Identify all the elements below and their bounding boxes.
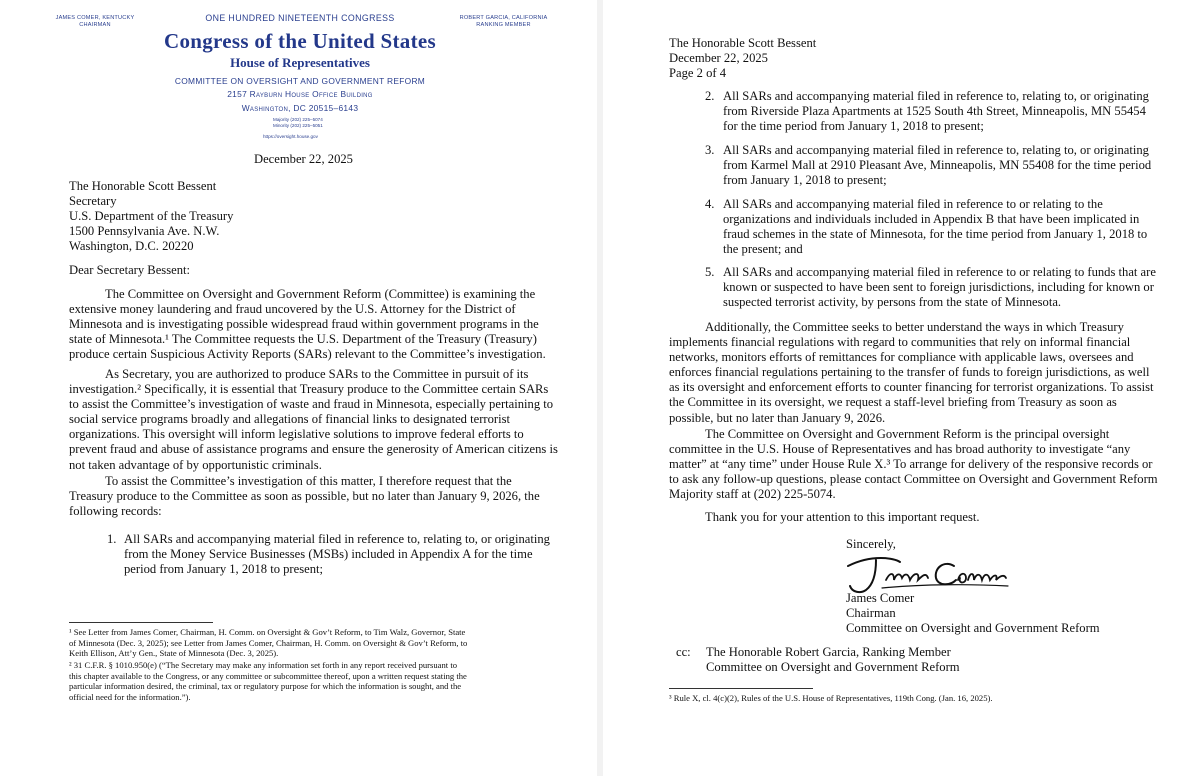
thanks-line: Thank you for your attention to this important request. (705, 510, 980, 524)
minority-phone: Minority (202) 225–5051 (273, 122, 323, 128)
paragraph-briefing (669, 320, 1189, 426)
paragraph-line: implements financial regulations with regard to communities that rely on informal financial (669, 335, 1131, 350)
letterhead-title: Congress of the United States (164, 29, 436, 53)
paragraph-jurisdiction (669, 427, 1189, 502)
paragraph-line: not taken advantage of by opportunistic criminals. (69, 457, 322, 472)
letterhead-website: https://oversight.house.gov (263, 134, 318, 139)
paragraph-line: As Secretary, you are authorized to produce SARs to the Committee in pursuit of its (105, 367, 529, 381)
list-item-line: All SARs and accompanying material filed in reference to, relating to, or originating (723, 89, 1149, 103)
list-item-line: suspected terrorist activity, by persons from the state of Minnesota. (723, 295, 1062, 310)
header-line: December 22, 2025 (669, 51, 768, 66)
paragraph-line: as its oversight and enforcement efforts to counter financing for terrorist organizations. To assist (669, 380, 1154, 395)
letterhead-phones (273, 117, 363, 128)
letter-date: December 22, 2025 (254, 152, 353, 166)
list-item (723, 143, 1183, 188)
list-item-line: fraud schemes in the state of Minnesota, for the time period from January 1, 2018 to (723, 227, 1148, 242)
recipient-line: Washington, D.C. 20220 (69, 239, 194, 254)
paragraph-line: enforces financial regulations pertaining to the transfer of funds to foreign jurisdictions, as well (669, 365, 1150, 380)
paragraph-line: To assist the Committee’s investigation of this matter, I therefore request that the (105, 474, 512, 488)
list-item (723, 197, 1183, 257)
paragraph-intro (69, 287, 569, 362)
paragraph-line: prevent fraud and abuse of assistance programs and ensure the generosity of American citizens is (69, 442, 558, 457)
footnote-1 (69, 627, 579, 659)
paragraph-line: the Committee in its oversight, we request a staff-level briefing from Treasury as soon as (669, 395, 1117, 410)
list-item-number: 2. (705, 89, 715, 103)
footnote-line: Keith Ellison, Att’y Gen., State of Minnesota (Dec. 3, 2025). (69, 648, 279, 659)
list-item-line: from the Money Service Businesses (MSBs) included in Appendix A for the time (124, 547, 533, 562)
letter-page-2 (606, 0, 1200, 776)
list-item-line: from January 1, 2018 to present; (723, 173, 887, 188)
list-item-line: period from January 1, 2018 to present; (124, 562, 324, 577)
paragraph-authority (69, 367, 569, 473)
paragraph-line: following records: (69, 504, 162, 519)
list-item (723, 265, 1183, 310)
list-item-line: organizations and individuals included in Appendix B that have been implicated in (723, 212, 1140, 227)
footnote-2 (69, 660, 579, 702)
footnote-3: ³ Rule X, cl. 4(c)(2), Rules of the U.S. House of Representatives, 119th Cong. (Jan. 16, 2025). (669, 693, 993, 703)
paragraph-line: The Committee on Oversight and Government Reform (Committee) is examining the (105, 287, 536, 301)
chairman-name: JAMES COMER, KENTUCKY (55, 15, 135, 21)
list-item-line: All SARs and accompanying material filed in reference to or relating to funds that are (723, 265, 1156, 279)
footnote-line: particular information desired, the criminal, tax or regulatory purpose for which the information is sought, and the (69, 681, 462, 692)
closing: Sincerely, (846, 537, 896, 551)
footnote-line: ² 31 C.F.R. § 1010.950(e) (“The Secretary may make any information set forth in any report received pursuant to (69, 660, 458, 670)
footnote-line: of Minnesota (Dec. 3, 2025); see Letter from James Comer, Chairman, H. Comm. on Oversight & Gov’t Reform, to (69, 637, 468, 648)
page-header (669, 36, 919, 81)
list-item-line: for the time period from January 1, 2018 to present; (723, 119, 984, 134)
ranking-member-name: ROBERT GARCIA, CALIFORNIA (459, 15, 548, 21)
cc-line: Committee on Oversight and Government Reform (706, 660, 960, 675)
paragraph-line: social service programs broadly and allegations of financial links to designated terrorist (69, 412, 510, 427)
footnote-rule (69, 622, 213, 623)
cc-label: cc: (676, 645, 691, 659)
list-item-number: 3. (705, 143, 715, 157)
congress-number: ONE HUNDRED NINETEENTH CONGRESS (205, 13, 395, 23)
signer-line: Chairman (846, 606, 896, 621)
paragraph-line: The Committee on Oversight and Government Reform is the principal oversight (705, 427, 1110, 441)
list-item-line: All SARs and accompanying material filed in reference to, relating to, or originating (723, 143, 1149, 157)
letterhead-address-line2: Washington, DC 20515–6143 (241, 103, 359, 113)
signer-line: James Comer (846, 591, 915, 605)
paragraph-line: to assist the Committee’s investigation of waste and fraud in Minnesota, especially pertaining to (69, 397, 554, 412)
recipient-line: The Honorable Scott Bessent (69, 179, 217, 193)
signer-block (846, 591, 1146, 636)
footnote-line: ¹ See Letter from James Comer, Chairman, H. Comm. on Oversight & Gov’t Reform, to Tim Walz, Governor, State (69, 627, 466, 637)
recipient-line: U.S. Department of the Treasury (69, 209, 234, 224)
footnote-line: this chapter available to the Congress, or any committee or subcommittee thereof, upon a written request stating the (69, 670, 467, 681)
footnote-line: official need for the information.”). (69, 691, 191, 702)
paragraph-line: organizations. This oversight will inform legislative solutions to improve federal efforts to (69, 427, 524, 442)
letterhead-chairman (40, 15, 150, 29)
list-item-line: from Karmel Mall at 2910 Pleasant Ave, Minneapolis, MN 55408 for the time period (723, 158, 1152, 173)
list-item-line: from Riverside Plaza Apartments at 1525 South 4th Street, Minneapolis, MN 55454 (723, 104, 1146, 119)
paragraph-line: Treasury produce to the Committee as soon as possible, but no later than January 9, 2026, the (69, 489, 540, 504)
list-item-line: the present; and (723, 242, 803, 257)
ranking-member-role: RANKING MEMBER (476, 22, 531, 28)
list-item-line: All SARs and accompanying material filed in reference to, relating to, or originating (124, 532, 550, 546)
letter-page-1 (0, 0, 594, 776)
paragraph-line: extensive money laundering and fraud uncovered by the U.S. Attorney for the District of (69, 302, 516, 317)
paragraph-line: to ask any follow-up questions, please contact Committee on Oversight and Government Reform (669, 472, 1158, 487)
paragraph-line: committee in the U.S. House of Representatives and has broad authority to investigate “any (669, 442, 1131, 457)
recipient-address (69, 179, 369, 254)
list-item-number: 5. (705, 265, 715, 279)
header-line: The Honorable Scott Bessent (669, 36, 817, 50)
list-item-line: All SARs and accompanying material filed in reference to or relating to the (723, 197, 1103, 211)
list-item-line: known or suspected to have been sent to foreign jurisdictions, including for known or (723, 280, 1154, 295)
paragraph-request (69, 474, 569, 519)
letterhead-committee: COMMITTEE ON OVERSIGHT AND GOVERNMENT REFORM (174, 76, 426, 86)
paragraph-line: networks, monitors efforts of remittances for compliance with applicable laws, oversees and (669, 350, 1134, 365)
footnote-rule (669, 688, 813, 689)
paragraph-line: matter” at “any time” under House Rule X.³ To arrange for delivery of the responsive records or (669, 457, 1153, 472)
cc-block (706, 645, 1106, 675)
list-item-number: 4. (705, 197, 715, 211)
list-item (723, 89, 1183, 134)
header-line: Page 2 of 4 (669, 66, 727, 81)
salutation: Dear Secretary Bessent: (69, 263, 190, 277)
paragraph-line: Minnesota and is investigating possible widespread fraud within government programs in the (69, 317, 539, 332)
list-item-number: 1. (107, 532, 117, 546)
paragraph-line: Additionally, the Committee seeks to better understand the ways in which Treasury (705, 320, 1124, 334)
letterhead-address-line1: 2157 Rayburn House Office Building (227, 89, 373, 99)
chairman-role: CHAIRMAN (79, 22, 111, 28)
paragraph-line: Majority staff at (202) 225-5074. (669, 487, 836, 502)
signer-line: Committee on Oversight and Government Reform (846, 621, 1100, 636)
letterhead-ranking-member (446, 15, 561, 29)
majority-phone: Majority (202) 225–5074 (273, 117, 323, 122)
cc-line: The Honorable Robert Garcia, Ranking Member (706, 645, 951, 659)
recipient-line: 1500 Pennsylvania Ave. N.W. (69, 224, 220, 239)
paragraph-line: state of Minnesota.¹ The Committee requests the U.S. Department of the Treasury (Treasury) (69, 332, 537, 347)
recipient-line: Secretary (69, 194, 117, 209)
list-item (124, 532, 564, 577)
paragraph-line: possible, but no later than January 9, 2026. (669, 410, 886, 425)
page-divider (597, 0, 603, 776)
letterhead-house: House of Representatives (230, 55, 370, 70)
paragraph-line: investigation.² Specifically, it is essential that Treasury produce to the Committee certain SARs (69, 382, 549, 397)
paragraph-line: produce certain Suspicious Activity Reports (SARs) relevant to the Committee’s investigation. (69, 347, 546, 362)
